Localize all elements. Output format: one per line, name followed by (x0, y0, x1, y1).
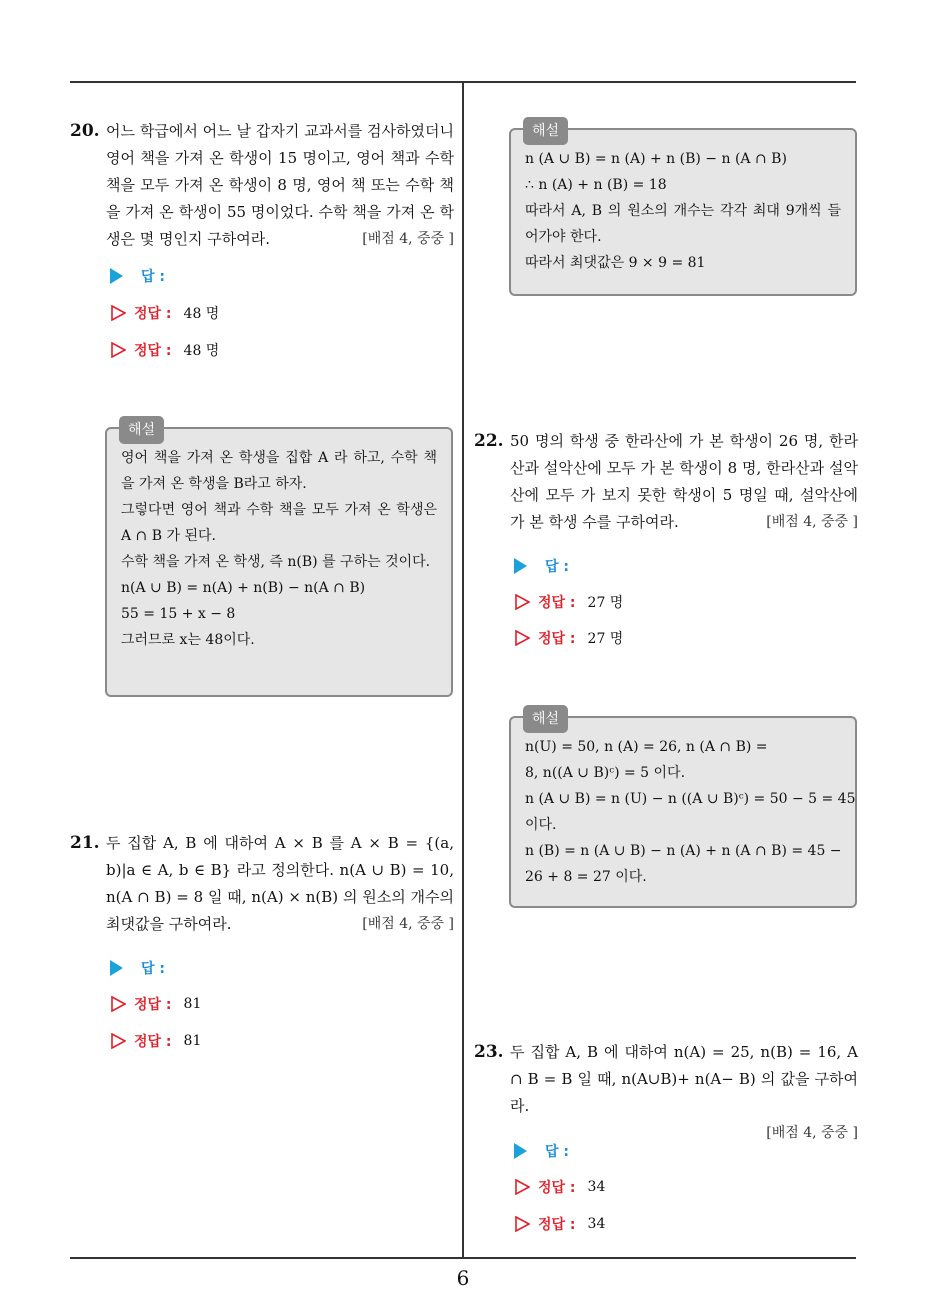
problem-text (106, 118, 454, 253)
problem-22 (474, 428, 858, 536)
correct-value: 34 (587, 1179, 606, 1195)
solution-box (509, 711, 857, 908)
answer-label: 답 : (141, 961, 165, 977)
points-label: [배점 4, 중중 ] (766, 514, 858, 530)
correct-label: 정답 : (134, 343, 172, 359)
answer-row (110, 266, 165, 286)
answer-label: 답 : (141, 269, 165, 285)
correct-answer-row (110, 1031, 201, 1051)
solution-line: 그렇다면 영어 책과 수학 책을 모두 가져 온 학생은 A ∩ B 가 된다. (121, 502, 437, 544)
triangle-outline-icon (514, 630, 530, 646)
correct-value: 81 (183, 996, 202, 1012)
correct-answer-row (514, 628, 623, 648)
triangle-outline-icon (110, 1033, 126, 1049)
correct-answer-row (110, 994, 201, 1014)
solution-line: 55 = 15 + x − 8 (121, 606, 236, 622)
answer-row (110, 958, 165, 978)
solution-line: 수학 책을 가져 온 학생, 즉 n(B) 를 구하는 것이다. (121, 554, 431, 570)
solution-tag: 해설 (119, 416, 164, 444)
solution-line: n (B) = n (A ∪ B) − n (A) + n (A ∩ B) = 45 − (525, 843, 842, 859)
points-label: [배점 4, 중중 ] (362, 916, 454, 932)
correct-answer-row (110, 340, 219, 360)
solution-line: n(A ∪ B) = n(A) + n(B) − n(A ∩ B) (121, 580, 366, 596)
problem-number: 23. (474, 1042, 504, 1062)
correct-label: 정답 : (538, 631, 576, 647)
correct-label: 정답 : (134, 1034, 172, 1050)
triangle-outline-icon (110, 996, 126, 1012)
correct-value: 81 (183, 1033, 202, 1049)
solution-line: 8, n((A ∪ B)ᶜ) = 5 이다. (525, 765, 686, 781)
problem-statement: 어느 학급에서 어느 날 갑자기 교과서를 검사하였더니 영어 책을 가져 온 학생이 15 명이고, 영어 책과 수학 책을 모두 가져 온 학생이 8 명, 영어 책 또는 수학 책을 가져 온 학생이 55 명이었다. 수학 책을 가져 온 학생은 몇 명인지 구하여라. (106, 122, 454, 248)
correct-label: 정답 : (134, 306, 172, 322)
correct-answer-row (514, 592, 623, 612)
triangle-outline-icon (514, 594, 530, 610)
problem-number: 21. (70, 833, 100, 853)
problem-statement: 50 명의 학생 중 한라산에 가 본 학생이 26 명, 한라산과 설악산에 모두 가 본 학생이 8 명, 한라산과 설악산에 모두 가 보지 못한 학생이 5 명일 때, 설악산에 가 본 학생 수를 구하여라. (510, 432, 858, 531)
solution-line: 26 + 8 = 27 이다. (525, 869, 647, 885)
correct-value: 27 명 (587, 631, 624, 647)
triangle-play-icon (110, 268, 123, 284)
solution-line: n (A ∪ B) = n (U) − n ((A ∪ B)ᶜ) = 50 − 5 = 45 (525, 791, 856, 807)
problem-number: 22. (474, 431, 504, 451)
correct-value: 34 (587, 1216, 606, 1232)
correct-answer-row (110, 303, 219, 323)
triangle-outline-icon (110, 342, 126, 358)
solution-line: 이다. (525, 817, 557, 833)
solution-tag: 해설 (523, 117, 568, 145)
problem-23 (474, 1039, 858, 1147)
triangle-play-icon (514, 558, 527, 574)
correct-value: 48 명 (183, 306, 220, 322)
solution-line: n (A ∪ B) = n (A) + n (B) − n (A ∩ B) (525, 151, 787, 167)
correct-value: 48 명 (183, 343, 220, 359)
triangle-outline-icon (110, 305, 126, 321)
problem-statement: 두 집합 A, B 에 대하여 n(A) = 25, n(B) = 16, A ∩ B = B 일 때, n(A∪B)+ n(A− B) 의 값을 구하여라. (510, 1043, 858, 1115)
correct-value: 27 명 (587, 595, 624, 611)
solution-tag: 해설 (523, 705, 568, 733)
problem-text (510, 428, 858, 536)
solution-line: 영어 책을 가져 온 학생을 집합 A 라 하고, 수학 책을 가져 온 학생을 B라고 하자. (121, 450, 437, 492)
correct-label: 정답 : (538, 595, 576, 611)
solution-box (509, 123, 857, 296)
bottom-rule (70, 1257, 856, 1259)
problem-text (510, 1039, 858, 1147)
correct-label: 정답 : (134, 997, 172, 1013)
column-divider (462, 83, 464, 1258)
points-label: [배점 4, 중중 ] (362, 231, 454, 247)
solution-line: 그러므로 x는 48이다. (121, 632, 255, 648)
answer-label: 답 : (545, 559, 569, 575)
correct-label: 정답 : (538, 1217, 576, 1233)
correct-answer-row (514, 1214, 605, 1234)
solution-line: n(U) = 50, n (A) = 26, n (A ∩ B) = (525, 739, 768, 755)
problem-20 (70, 118, 454, 253)
problem-number: 20. (70, 121, 100, 141)
solution-line: ∴ n (A) + n (B) = 18 (525, 177, 667, 193)
triangle-play-icon (110, 960, 123, 976)
problem-text (106, 830, 454, 938)
correct-label: 정답 : (538, 1180, 576, 1196)
solution-line: 따라서 최댓값은 9 × 9 = 81 (525, 255, 706, 271)
solution-line: 따라서 A, B 의 원소의 개수는 각각 최대 9개씩 들어가야 한다. (525, 203, 841, 245)
solution-box (105, 422, 453, 697)
problem-21 (70, 830, 454, 938)
triangle-outline-icon (514, 1179, 530, 1195)
triangle-play-icon (514, 1143, 527, 1159)
correct-answer-row (514, 1177, 605, 1197)
triangle-outline-icon (514, 1216, 530, 1232)
problem-statement: 두 집합 A, B 에 대하여 A × B 를 A × B = {(a, b)|a ∈ A, b ∈ B} 라고 정의한다. n(A ∪ B) = 10, n(A ∩ B) = 8 일 때, n(A) × n(B) 의 원소의 개수의 최댓값을 구하여라. (106, 834, 454, 933)
answer-row (514, 1141, 569, 1161)
answer-row (514, 556, 569, 576)
page-number: 6 (456, 1266, 470, 1290)
answer-label: 답 : (545, 1144, 569, 1160)
points-label: [배점 4, 중중 ] (766, 1125, 858, 1141)
